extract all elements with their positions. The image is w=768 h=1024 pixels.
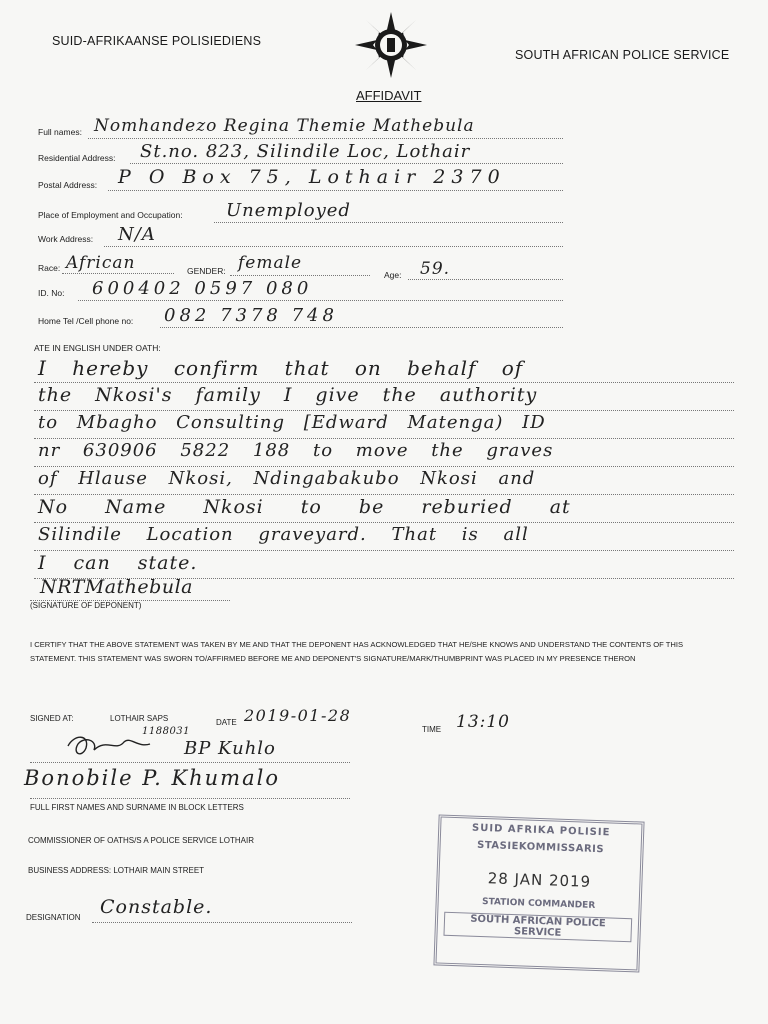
statement-line: to Mbagho Consulting [Edward Matenga) ID xyxy=(38,412,546,433)
statement-line: of Hlause Nkosi, Ndingabakubo Nkosi and xyxy=(38,468,536,489)
age-value: 59. xyxy=(420,259,451,279)
document-title: AFFIDAVIT xyxy=(356,88,422,103)
deponent-signature: NRTMathebula xyxy=(40,576,193,598)
postal-address-value: P O Box 75, Lothair 2370 xyxy=(118,166,506,188)
id-number-label: ID. No: xyxy=(38,288,65,298)
employment-value: Unemployed xyxy=(226,200,351,221)
statement-label: ATE IN ENGLISH UNDER OATH: xyxy=(34,343,161,353)
stamp-date: 28 JAN 2019 xyxy=(487,869,592,891)
statement-line: I can state. xyxy=(38,552,198,574)
header-right: SOUTH AFRICAN POLICE SERVICE xyxy=(515,48,730,62)
stamp-line-1: SUID AFRIKA POLISIE xyxy=(471,822,611,839)
commissioner-of-oaths-label: COMMISSIONER OF OATHS/S A POLICE SERVICE LOTHAIR xyxy=(28,836,254,845)
age-label: Age: xyxy=(384,270,402,280)
statement-line: Silindile Location graveyard. That is all xyxy=(38,524,529,545)
full-name-block-letters-label: FULL FIRST NAMES AND SURNAME IN BLOCK LETTERS xyxy=(30,803,244,812)
stamp-line-3: STATION COMMANDER xyxy=(481,897,596,911)
postal-address-label: Postal Address: xyxy=(38,180,98,190)
stamp-line-4: SOUTH AFRICAN POLICE SERVICE xyxy=(443,912,632,943)
time-value: 13:10 xyxy=(456,712,510,732)
statement-line: the Nkosi's family I give the authority xyxy=(38,384,538,406)
business-address-label: BUSINESS ADDRESS: LOTHAIR MAIN STREET xyxy=(28,866,205,875)
statement-line: I hereby confirm that on behalf of xyxy=(38,356,524,380)
employment-label: Place of Employment and Occupation: xyxy=(38,210,183,220)
commissioner-full-name: Bonobile P. Khumalo xyxy=(24,766,280,790)
date-label: DATE xyxy=(216,718,237,727)
designation-label: DESIGNATION xyxy=(26,913,81,922)
signed-at-value: LOTHAIR SAPS xyxy=(110,714,169,723)
race-label: Race: xyxy=(38,263,61,273)
statement-line: nr 630906 5822 188 to move the graves xyxy=(38,440,554,461)
signature-of-deponent-label: (SIGNATURE OF DEPONENT) xyxy=(30,601,142,610)
gender-value: female xyxy=(238,253,303,273)
commissioner-signature: BP Kuhlo xyxy=(184,738,276,759)
signed-at-label: SIGNED AT: xyxy=(30,714,74,723)
stamp-line-2: STASIEKOMMISSARIS xyxy=(476,839,605,856)
designation-value: Constable. xyxy=(100,896,213,918)
id-number-value: 600402 0597 080 xyxy=(92,278,313,299)
saps-star-emblem-icon xyxy=(353,10,429,80)
race-value: African xyxy=(66,253,136,273)
phone-value: 082 7378 748 xyxy=(164,305,338,326)
full-names-value: Nomhandezo Regina Themie Mathebula xyxy=(94,116,475,136)
gender-label: GENDER: xyxy=(187,266,226,276)
header-left: SUID-AFRIKAANSE POLISIEDIENS xyxy=(52,34,262,48)
station-commander-stamp xyxy=(433,814,644,972)
certification-text: I CERTIFY THAT THE ABOVE STATEMENT WAS TAKEN BY ME AND THAT THE DEPONENT HAS ACKNOWLEDGED THAT HE/SHE KNOWS AND UNDERSTAND THE CONTENTS OF THIS STATEMENT. THIS STATEMENT WAS SWORN TO/AFFIRMED BEFORE ME AND DEPONENT'S SIGNATURE/MARK/THUMBPRINT WAS PLACED IN MY PRESENCE THERON xyxy=(30,640,684,663)
full-names-label: Full names: xyxy=(38,127,82,137)
date-value: 2019-01-28 xyxy=(244,706,352,725)
commissioner-signature-number: 1188031 xyxy=(142,726,191,737)
phone-label: Home Tel /Cell phone no: xyxy=(38,316,134,326)
statement-line: No Name Nkosi to be reburied at xyxy=(38,496,571,518)
residential-address-label: Residential Address: xyxy=(38,153,116,163)
time-label: TIME xyxy=(422,725,442,734)
residential-address-value: St.no. 823, Silindile Loc, Lothair xyxy=(140,141,471,162)
work-address-value: N/A xyxy=(118,224,156,245)
commissioner-signature-scribble-icon xyxy=(64,732,154,760)
work-address-label: Work Address: xyxy=(38,234,94,244)
